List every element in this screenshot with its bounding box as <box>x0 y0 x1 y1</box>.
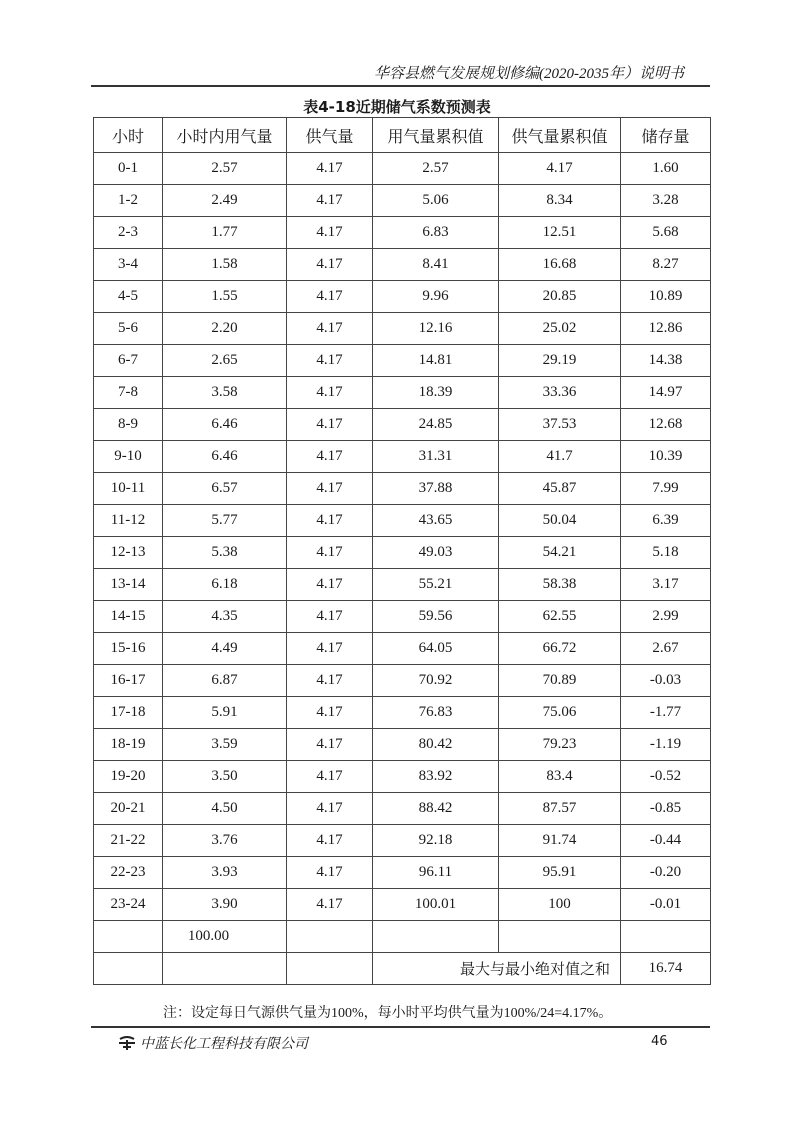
table-row <box>94 601 711 633</box>
table-cell: 45.87 <box>499 473 621 505</box>
table-cell: 2.99 <box>621 601 711 633</box>
table-cell: 18.39 <box>373 377 499 409</box>
table-cell: 75.06 <box>499 697 621 729</box>
table-cell: 43.65 <box>373 505 499 537</box>
table-row <box>94 409 711 441</box>
table-cell: 4.17 <box>287 697 373 729</box>
table-cell: 16-17 <box>94 665 163 697</box>
table-row <box>94 441 711 473</box>
column-header: 供气量 <box>287 118 373 153</box>
column-header: 小时 <box>94 118 163 153</box>
table-cell: 4.17 <box>287 537 373 569</box>
table-cell: 49.03 <box>373 537 499 569</box>
table-row <box>94 697 711 729</box>
table-cell: 10.39 <box>621 441 711 473</box>
table-header-row <box>94 118 711 153</box>
table-cell: 58.38 <box>499 569 621 601</box>
table-cell: 19-20 <box>94 761 163 793</box>
table-cell: 2.57 <box>163 153 287 185</box>
table-cell: -1.77 <box>621 697 711 729</box>
table-cell: 100 <box>499 889 621 921</box>
summary-value-cell: 16.74 <box>621 953 711 985</box>
total-usage-value: 100.00 <box>187 928 230 944</box>
table-cell: 3.58 <box>163 377 287 409</box>
table-cell: 100.01 <box>373 889 499 921</box>
table-cell: 70.92 <box>373 665 499 697</box>
header-rule <box>91 85 710 87</box>
table-cell: 92.18 <box>373 825 499 857</box>
table-cell: 3.28 <box>621 185 711 217</box>
table-caption: 表4-18近期储气系数预测表 <box>303 98 491 116</box>
table-cell: 13-14 <box>94 569 163 601</box>
table-cell: 6-7 <box>94 345 163 377</box>
table-cell: 14.38 <box>621 345 711 377</box>
table-cell: -1.19 <box>621 729 711 761</box>
table-cell: 4.17 <box>287 249 373 281</box>
summary-row <box>94 953 711 985</box>
table-cell: 6.46 <box>163 409 287 441</box>
table-cell: 7-8 <box>94 377 163 409</box>
column-header: 储存量 <box>621 118 711 153</box>
table-row <box>94 761 711 793</box>
table-cell: 41.7 <box>499 441 621 473</box>
table-row <box>94 281 711 313</box>
table-cell: 3.76 <box>163 825 287 857</box>
table-cell: 8.41 <box>373 249 499 281</box>
table-cell: 6.87 <box>163 665 287 697</box>
table-cell: 4.17 <box>287 217 373 249</box>
table-cell: 83.92 <box>373 761 499 793</box>
table-cell: 22-23 <box>94 857 163 889</box>
table-cell: -0.52 <box>621 761 711 793</box>
table-cell: 2.67 <box>621 633 711 665</box>
table-cell <box>287 921 373 953</box>
table-cell: 16.68 <box>499 249 621 281</box>
table-cell: 96.11 <box>373 857 499 889</box>
table-cell: 9-10 <box>94 441 163 473</box>
table-cell: -0.20 <box>621 857 711 889</box>
table-cell: 5.18 <box>621 537 711 569</box>
table-cell: 4.50 <box>163 793 287 825</box>
table-cell: 4.17 <box>287 377 373 409</box>
table-cell: 12.51 <box>499 217 621 249</box>
table-cell: 25.02 <box>499 313 621 345</box>
table-cell <box>621 921 711 953</box>
table-cell <box>499 921 621 953</box>
table-cell <box>94 921 163 953</box>
table-cell: 4.17 <box>287 569 373 601</box>
table-cell: 76.83 <box>373 697 499 729</box>
table-cell: 12-13 <box>94 537 163 569</box>
table-cell: -0.85 <box>621 793 711 825</box>
table-cell: 7.99 <box>621 473 711 505</box>
table-cell: -0.44 <box>621 825 711 857</box>
table-cell: 4.17 <box>287 153 373 185</box>
table-cell: 4.17 <box>287 729 373 761</box>
table-cell: 20.85 <box>499 281 621 313</box>
table-cell: 6.57 <box>163 473 287 505</box>
table-cell: 6.83 <box>373 217 499 249</box>
table-cell: 62.55 <box>499 601 621 633</box>
table-cell: 88.42 <box>373 793 499 825</box>
table-cell: 14-15 <box>94 601 163 633</box>
table-cell: 54.21 <box>499 537 621 569</box>
table-cell: 15-16 <box>94 633 163 665</box>
table-cell: 4.17 <box>287 761 373 793</box>
table-cell: 2.20 <box>163 313 287 345</box>
table-cell: 8-9 <box>94 409 163 441</box>
table-cell: 4.17 <box>287 313 373 345</box>
table-cell: 10-11 <box>94 473 163 505</box>
table-cell: 23-24 <box>94 889 163 921</box>
table-cell: 3.59 <box>163 729 287 761</box>
table-cell: 50.04 <box>499 505 621 537</box>
table-cell: 6.18 <box>163 569 287 601</box>
table-cell <box>163 953 287 985</box>
table-cell: 3.93 <box>163 857 287 889</box>
table-cell: 4.17 <box>287 633 373 665</box>
table-cell: 8.34 <box>499 185 621 217</box>
table-cell: 29.19 <box>499 345 621 377</box>
table-cell: 37.88 <box>373 473 499 505</box>
table-cell: 21-22 <box>94 825 163 857</box>
table-cell: 3.17 <box>621 569 711 601</box>
table-row <box>94 793 711 825</box>
table-row <box>94 537 711 569</box>
table-cell: 4.17 <box>287 601 373 633</box>
table-cell: 4.17 <box>287 665 373 697</box>
table-cell: 6.39 <box>621 505 711 537</box>
table-cell: 3-4 <box>94 249 163 281</box>
table-cell: 4.17 <box>287 281 373 313</box>
storage-coefficient-table <box>93 117 711 985</box>
table-cell: 5-6 <box>94 313 163 345</box>
table-cell: 12.16 <box>373 313 499 345</box>
table-cell <box>94 953 163 985</box>
total-row <box>94 921 711 953</box>
table-cell: 4.17 <box>287 441 373 473</box>
table-note: 注：设定每日气源供气量为100%，每小时平均供气量为100%/24=4.17%。 <box>163 1006 613 1021</box>
table-cell: 2.49 <box>163 185 287 217</box>
table-cell: 5.68 <box>621 217 711 249</box>
table-cell: 4.17 <box>499 153 621 185</box>
summary-label-cell <box>373 953 621 985</box>
table-cell: 1.55 <box>163 281 287 313</box>
table-cell: 70.89 <box>499 665 621 697</box>
table-cell: 83.4 <box>499 761 621 793</box>
table-cell: 4.35 <box>163 601 287 633</box>
table-cell: 95.91 <box>499 857 621 889</box>
table-row <box>94 345 711 377</box>
footer-company <box>118 1033 308 1053</box>
table-row <box>94 889 711 921</box>
table-cell: 4.17 <box>287 825 373 857</box>
table-cell: 12.68 <box>621 409 711 441</box>
table-cell: 1.58 <box>163 249 287 281</box>
column-header: 供气量累积值 <box>499 118 621 153</box>
table-row <box>94 153 711 185</box>
table-cell: 11-12 <box>94 505 163 537</box>
table-cell: 14.97 <box>621 377 711 409</box>
table-row <box>94 825 711 857</box>
table-cell: 80.42 <box>373 729 499 761</box>
table-cell: 5.38 <box>163 537 287 569</box>
table-cell: 1.60 <box>621 153 711 185</box>
table-cell: 5.77 <box>163 505 287 537</box>
table-cell: 3.90 <box>163 889 287 921</box>
table-cell <box>373 921 499 953</box>
total-usage-cell <box>163 921 287 953</box>
table-row <box>94 313 711 345</box>
table-row <box>94 665 711 697</box>
table-cell: 14.81 <box>373 345 499 377</box>
table-cell: 6.46 <box>163 441 287 473</box>
table-cell: 4.17 <box>287 345 373 377</box>
table-cell: 3.50 <box>163 761 287 793</box>
table-row <box>94 217 711 249</box>
table-cell: 2-3 <box>94 217 163 249</box>
page-number: 46 <box>651 1034 668 1049</box>
table-cell: 37.53 <box>499 409 621 441</box>
table-cell: 18-19 <box>94 729 163 761</box>
table-cell: 91.74 <box>499 825 621 857</box>
table-cell: 2.65 <box>163 345 287 377</box>
table-cell: 4.49 <box>163 633 287 665</box>
table-cell: 4.17 <box>287 857 373 889</box>
company-name: 中蓝长化工程科技有限公司 <box>140 1037 308 1052</box>
table-cell: 2.57 <box>373 153 499 185</box>
table-cell: 8.27 <box>621 249 711 281</box>
table-cell: 1.77 <box>163 217 287 249</box>
table-cell: 1-2 <box>94 185 163 217</box>
summary-label: 最大与最小绝对值之和 <box>459 962 610 978</box>
table-cell: 10.89 <box>621 281 711 313</box>
table-cell: 5.91 <box>163 697 287 729</box>
table-cell: 59.56 <box>373 601 499 633</box>
table-cell: 12.86 <box>621 313 711 345</box>
table-cell: 33.36 <box>499 377 621 409</box>
table-cell: 4.17 <box>287 505 373 537</box>
table-row <box>94 249 711 281</box>
table-row <box>94 633 711 665</box>
column-header: 小时内用气量 <box>163 118 287 153</box>
table-row <box>94 505 711 537</box>
table-cell: 4.17 <box>287 889 373 921</box>
column-header: 用气量累积值 <box>373 118 499 153</box>
table-cell: 66.72 <box>499 633 621 665</box>
table-row <box>94 473 711 505</box>
company-logo-icon <box>118 1035 136 1051</box>
table-cell: 79.23 <box>499 729 621 761</box>
table-cell: 4.17 <box>287 409 373 441</box>
table-cell: 17-18 <box>94 697 163 729</box>
table-row <box>94 729 711 761</box>
table-cell: 20-21 <box>94 793 163 825</box>
table-cell: 4.17 <box>287 793 373 825</box>
table-cell: 0-1 <box>94 153 163 185</box>
table-cell: 64.05 <box>373 633 499 665</box>
table-cell: 4.17 <box>287 185 373 217</box>
table-cell: 4.17 <box>287 473 373 505</box>
table-cell <box>287 953 373 985</box>
table-cell: 31.31 <box>373 441 499 473</box>
table-cell: 24.85 <box>373 409 499 441</box>
document-header-title: 华容县燃气发展规划修编(2020-2035年）说明书 <box>374 66 684 82</box>
footer-rule <box>91 1026 710 1028</box>
table-row <box>94 185 711 217</box>
table-cell: 4-5 <box>94 281 163 313</box>
table-cell: -0.01 <box>621 889 711 921</box>
table-row <box>94 857 711 889</box>
table-cell: 9.96 <box>373 281 499 313</box>
table-cell: 5.06 <box>373 185 499 217</box>
table-row <box>94 569 711 601</box>
table-cell: -0.03 <box>621 665 711 697</box>
table-cell: 55.21 <box>373 569 499 601</box>
table-cell: 87.57 <box>499 793 621 825</box>
table-row <box>94 377 711 409</box>
